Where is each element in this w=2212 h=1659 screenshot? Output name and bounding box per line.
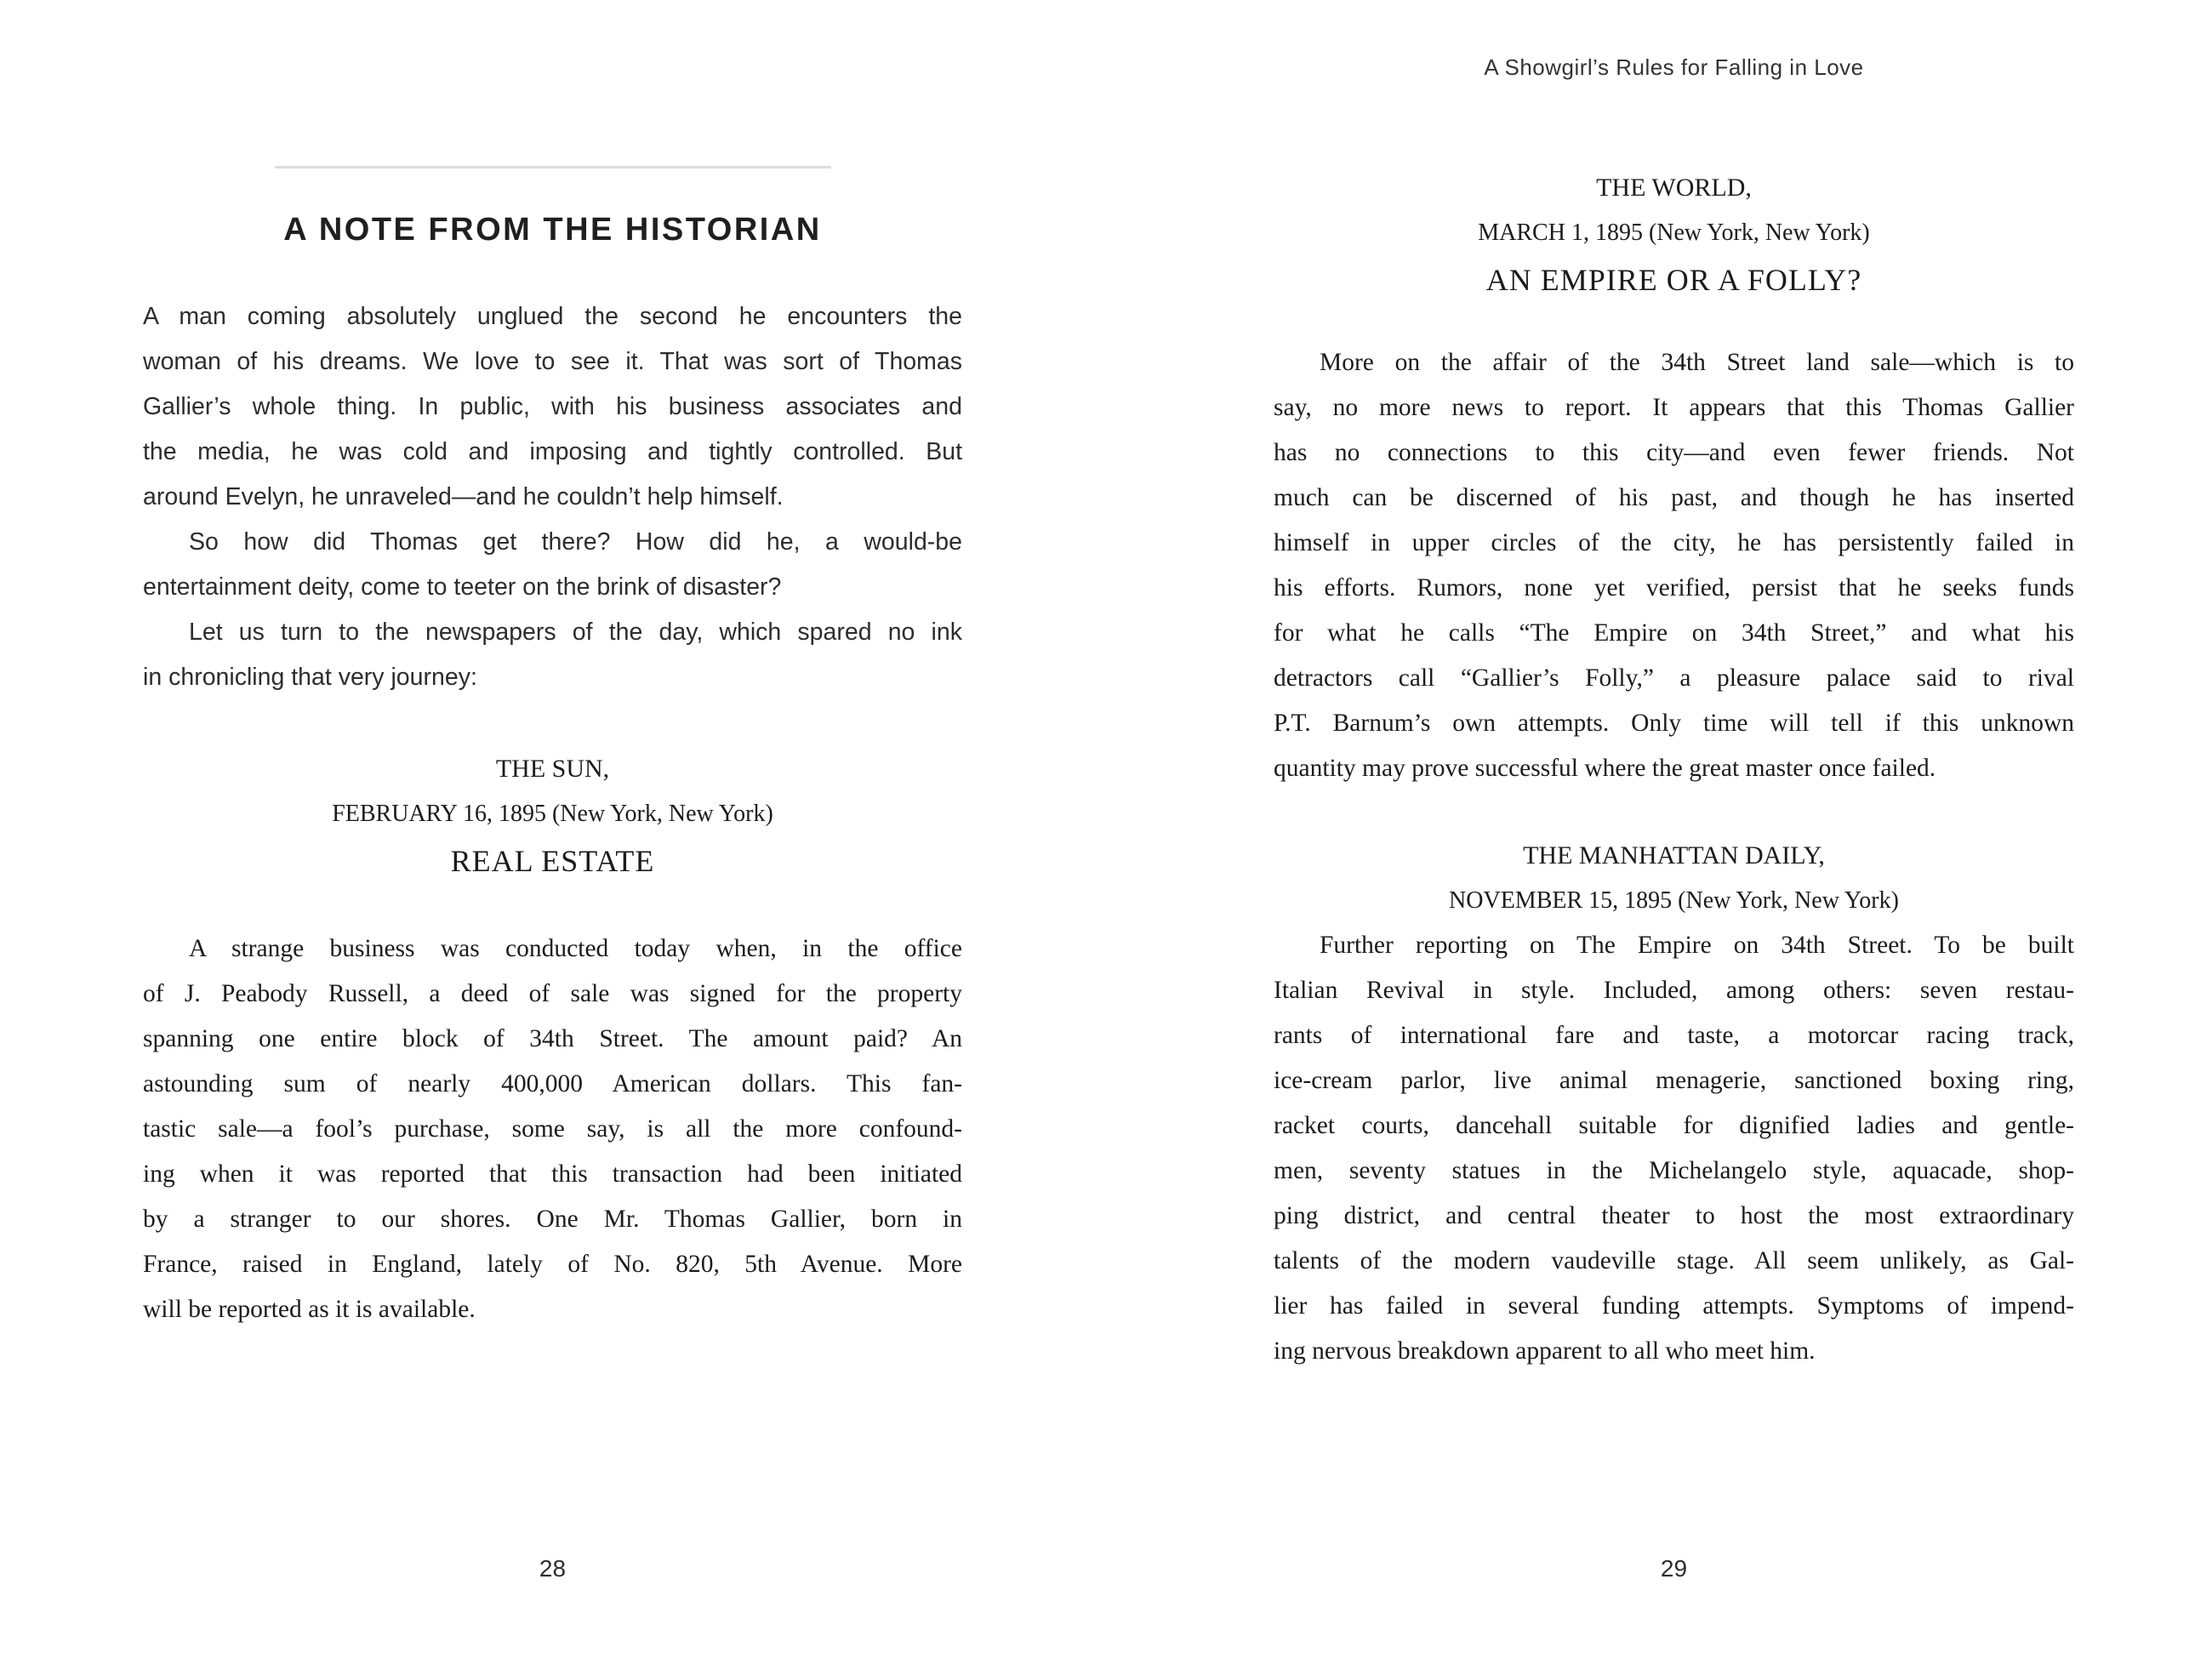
text-line: say, no more news to report. It appears that this Thomas Gallier — [1274, 394, 2074, 421]
text-line: Italian Revival in style. Included, among others: seven restau- — [1274, 977, 2074, 1004]
paragraph — [143, 520, 962, 610]
text-line: So how did Thomas get there? How did he, a would-be — [189, 528, 962, 556]
historian-note-text — [143, 294, 962, 700]
page-number-left: 28 — [539, 1555, 567, 1582]
text-line: woman of his dreams. We love to see it. That was sort of Thomas — [143, 348, 962, 375]
left-page — [143, 0, 962, 1659]
running-head: A Showgirl’s Rules for Falling in Love — [1484, 54, 1864, 80]
text-line: the media, he was cold and imposing and tightly controlled. But — [143, 438, 962, 465]
text-line: quantity may prove successful where the great master once failed. — [1274, 755, 1936, 782]
paragraph — [143, 610, 962, 700]
text-line: Let us turn to the newspapers of the day, which spared no ink — [189, 619, 962, 646]
text-line: in chronicling that very journey: — [143, 664, 477, 691]
newspaper-citation-world — [1274, 165, 2074, 305]
text-line: tastic sale—a fool’s purchase, some say, is all the more confound- — [143, 1115, 962, 1143]
text-line: talents of the modern vaudeville stage. All seem unlikely, as Gal- — [1274, 1247, 2074, 1274]
text-line: by a stranger to our shores. One Mr. Thomas Gallier, born in — [143, 1206, 962, 1233]
page-number-right: 29 — [1660, 1555, 1688, 1582]
text-line: spanning one entire block of 34th Street. The amount paid? An — [143, 1025, 962, 1052]
text-line: men, seventy statues in the Michelangelo style, aquacade, shop- — [1274, 1157, 2074, 1184]
text-line: his efforts. Rumors, none yet verified, persist that he seeks funds — [1274, 574, 2074, 601]
text-line: lier has failed in several funding attempts. Symptoms of impend- — [1274, 1292, 2074, 1320]
text-line: Gallier’s whole thing. In public, with his business associates and — [143, 393, 962, 420]
text-line: will be reported as it is available. — [143, 1296, 476, 1323]
text-line: More on the affair of the 34th Street land sale—which is to — [1320, 349, 2074, 376]
text-line: rants of international fare and taste, a motorcar racing track, — [1274, 1022, 2074, 1049]
paragraph — [1274, 340, 2074, 791]
world-article-text — [1274, 340, 2074, 791]
section-heading: A NOTE FROM THE HISTORIAN — [283, 212, 822, 248]
newspaper-citation-manhattan-daily — [1274, 833, 2074, 923]
text-line: racket courts, dancehall suitable for dignified ladies and gentle- — [1274, 1112, 2074, 1139]
article-headline: REAL ESTATE — [450, 844, 655, 878]
newspaper-citation-sun — [143, 746, 962, 886]
paragraph — [1274, 923, 2074, 1374]
text-line: entertainment deity, come to teeter on the brink of disaster? — [143, 573, 782, 601]
text-line: ice-cream parlor, live animal menagerie, sanctioned boxing ring, — [1274, 1067, 2074, 1094]
newspaper-name: THE MANHATTAN DAILY, — [1523, 841, 1825, 869]
right-page — [1274, 0, 2074, 1659]
text-line: himself in upper circles of the city, he has persistently failed in — [1274, 529, 2074, 556]
text-line: France, raised in England, lately of No. 820, 5th Avenue. More — [143, 1251, 962, 1278]
sun-article-text — [143, 926, 962, 1332]
manhattan-daily-article-text — [1274, 923, 2074, 1374]
text-line: has no connections to this city—and even fewer friends. Not — [1274, 439, 2074, 466]
text-line: detractors call “Gallier’s Folly,” a pleasure palace said to rival — [1274, 664, 2074, 692]
newspaper-dateline: MARCH 1, 1895 (New York, New York) — [1478, 219, 1870, 246]
text-line: much can be discerned of his past, and though he has inserted — [1274, 484, 2074, 511]
newspaper-dateline: FEBRUARY 16, 1895 (New York, New York) — [332, 801, 773, 827]
paragraph — [143, 294, 962, 520]
newspaper-dateline: NOVEMBER 15, 1895 (New York, New York) — [1449, 887, 1899, 914]
text-line: Further reporting on The Empire on 34th Street. To be built — [1320, 932, 2074, 959]
text-line: for what he calls “The Empire on 34th Street,” and what his — [1274, 619, 2074, 647]
text-line: ping district, and central theater to host the most extraordinary — [1274, 1202, 2074, 1229]
newspaper-name: THE SUN, — [495, 755, 610, 783]
text-line: A man coming absolutely unglued the second he encounters the — [143, 303, 962, 330]
text-line: A strange business was conducted today when, in the office — [189, 935, 962, 962]
text-line: P.T. Barnum’s own attempts. Only time will tell if this unknown — [1274, 710, 2074, 737]
paragraph — [143, 926, 962, 1332]
article-headline: AN EMPIRE OR A FOLLY? — [1485, 263, 1862, 297]
section-divider-rule — [275, 166, 831, 168]
text-line: astounding sum of nearly 400,000 American dollars. This fan- — [143, 1070, 962, 1097]
text-line: around Evelyn, he unraveled—and he couldn’t help himself. — [143, 483, 784, 510]
text-line: of J. Peabody Russell, a deed of sale was signed for the property — [143, 980, 962, 1007]
newspaper-name: THE WORLD, — [1596, 174, 1752, 202]
text-line: ing nervous breakdown apparent to all who meet him. — [1274, 1337, 1816, 1365]
text-line: ing when it was reported that this transaction had been initiated — [143, 1160, 962, 1188]
